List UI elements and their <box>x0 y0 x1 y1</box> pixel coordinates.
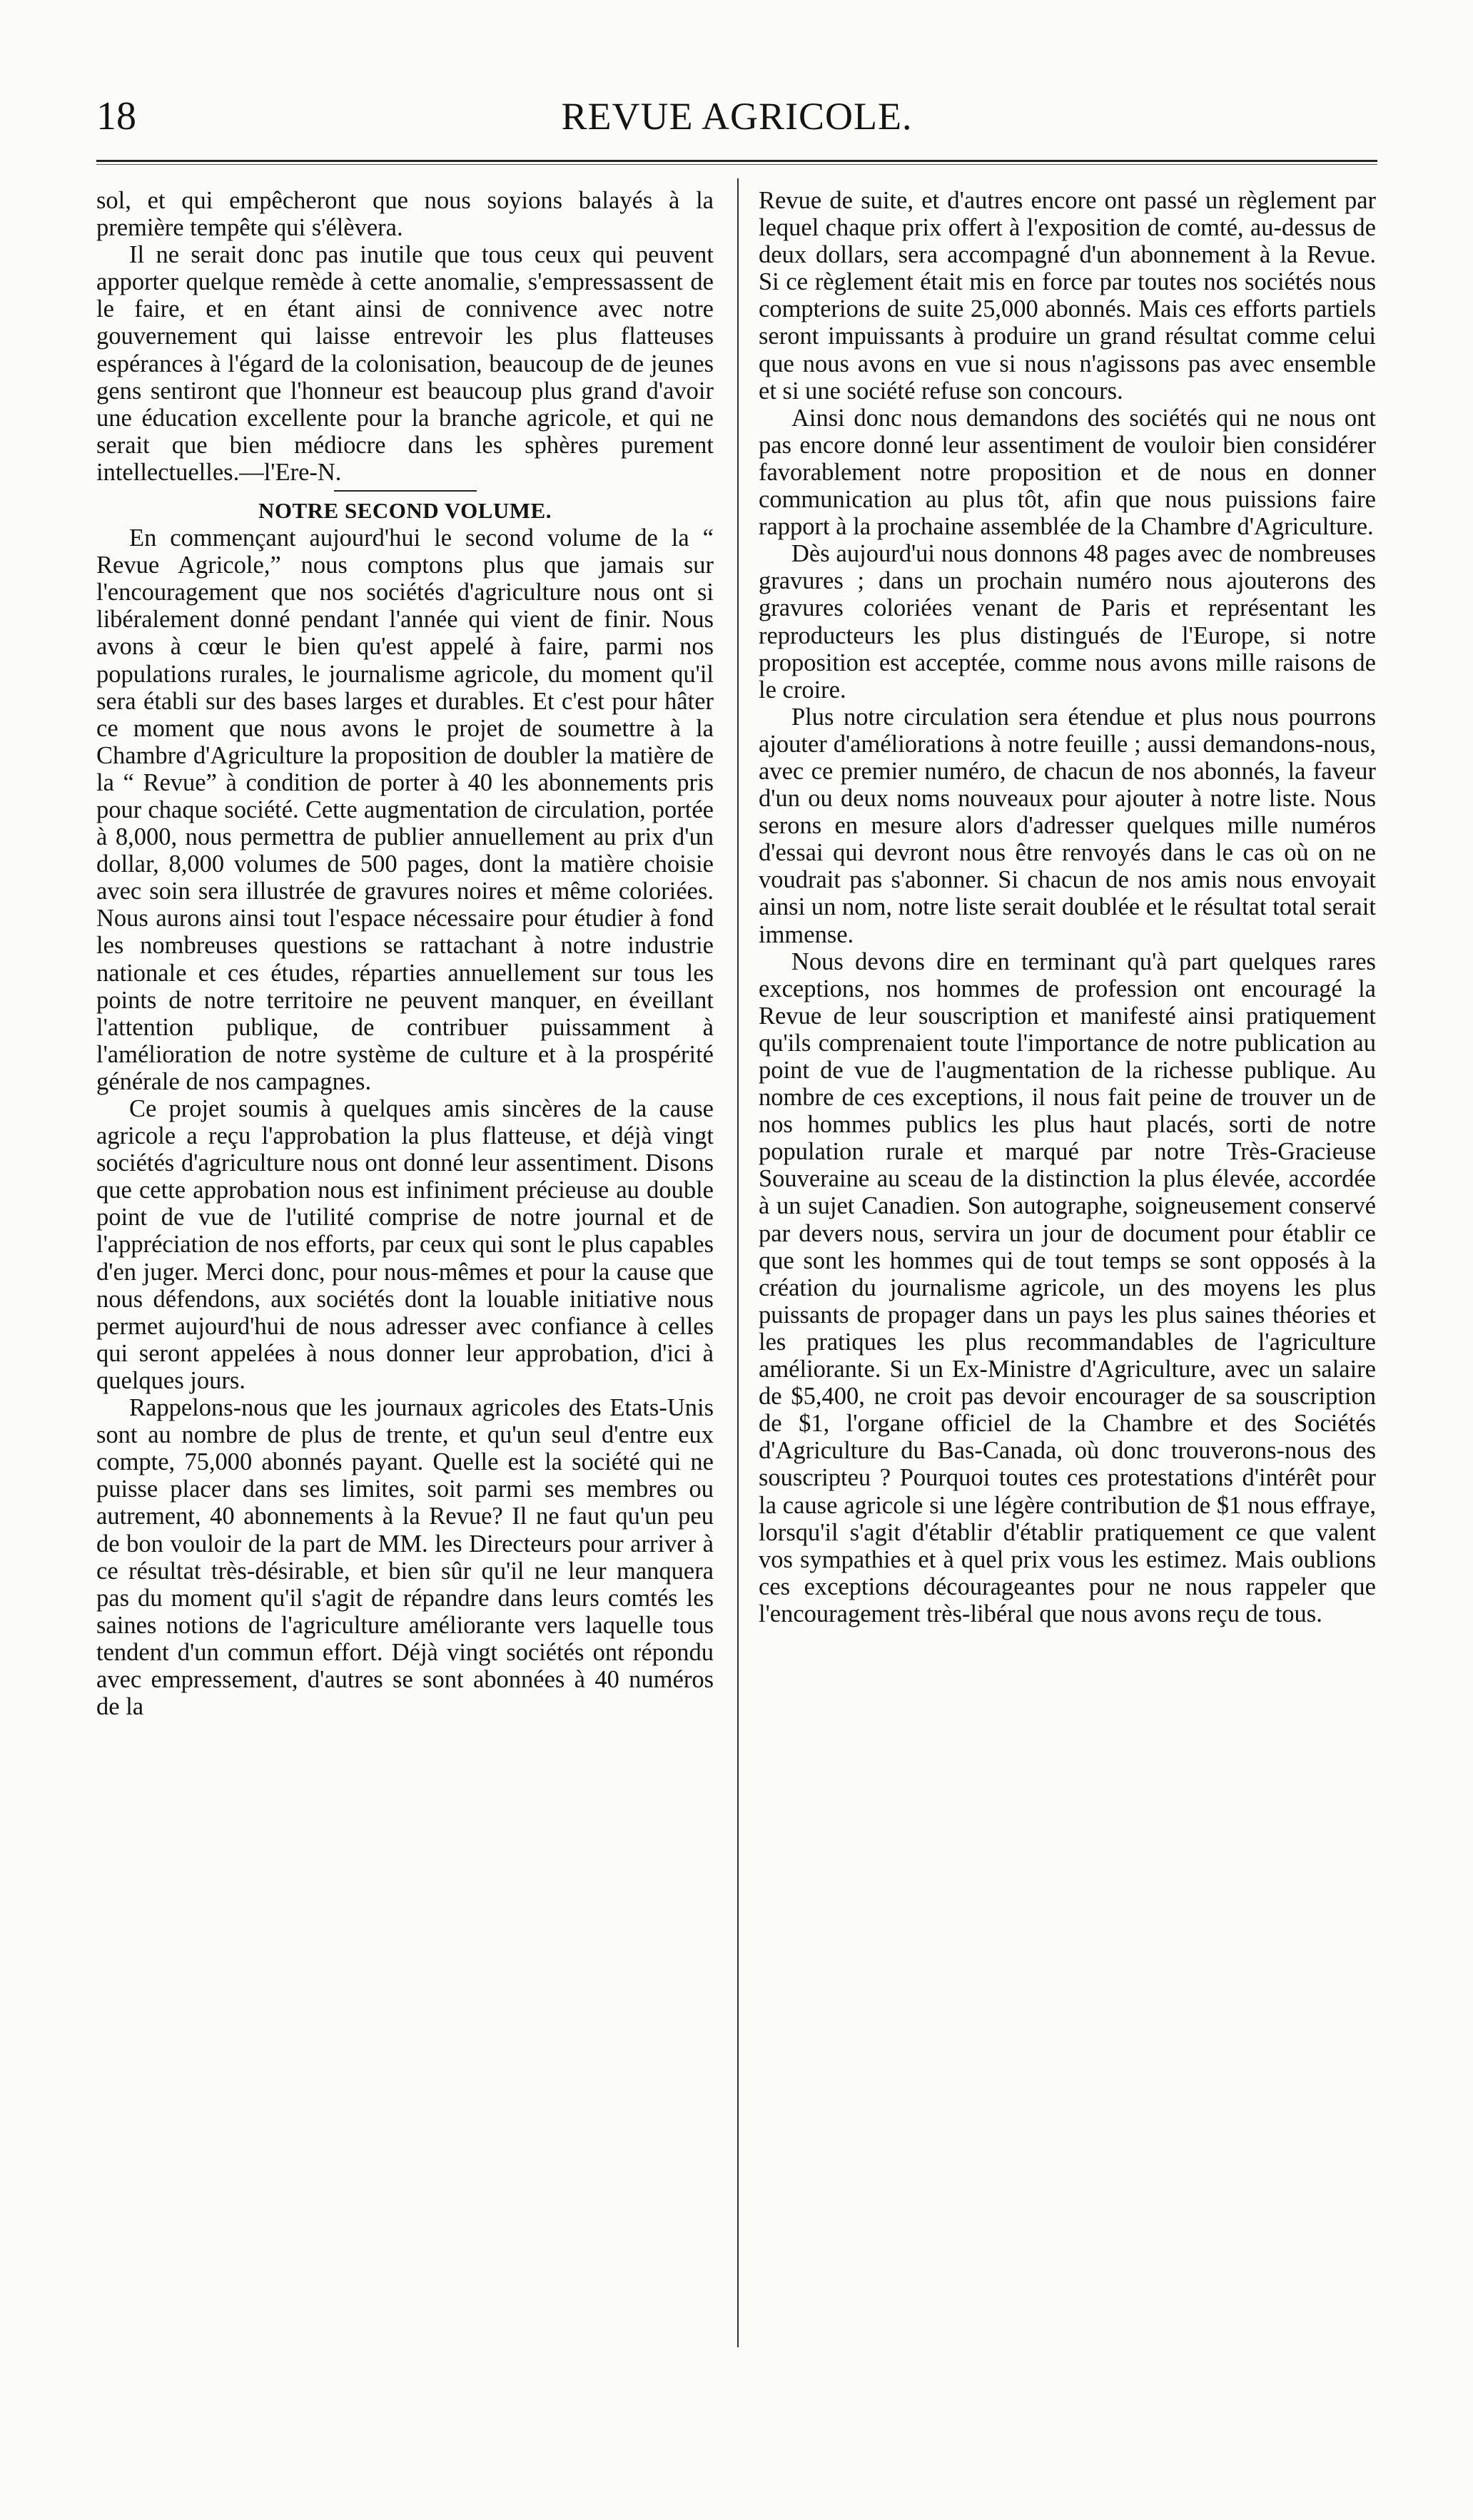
right-column <box>759 187 1376 1627</box>
paragraph: Il ne serait donc pas inutile que tous ceux qui peuvent apporter quelque remède à cette anomalie, s'empressassent de le faire, et en étant ainsi de connivence avec notre gouvernement qui laisse entrevoir les plus flatteuses espérances à l'égard de la colonisation, beaucoup de de jeunes gens sentiront que l'honneur est beaucoup plus grand d'avoir une éducation excellente pour la branche agricole, et qui ne serait que bien médiocre dans les sphères purement intellectuelles.—l'Ere-N. <box>96 241 714 486</box>
header-rule <box>96 160 1377 162</box>
paragraph: sol, et qui empêcheront que nous soyions balayés à la première tempête qui s'élèvera. <box>96 187 714 242</box>
header-rule-thin <box>96 164 1377 165</box>
running-title: REVUE AGRICOLE. <box>561 95 913 138</box>
page-number: 18 <box>96 94 136 138</box>
paragraph: Rappelons-nous que les journaux agricoles des Etats-Unis sont au nombre de plus de trente, et qu'un seul d'entre eux compte, 75,000 abonnés payant. Quelle est la société qui ne puisse placer dans ses limites, soit parmi ses membres ou autrement, 40 abonnements à la Revue? Il ne faut qu'un peu de bon vouloir de la part de MM. les Directeurs pour arriver à ce résultat très-désirable, et bien sûr qu'il ne leur manquera pas du moment qu'il s'agit de répandre dans leurs comtés les saines notions de l'agriculture améliorante vers laquelle tous tendent d'un commun effort. Déjà vingt sociétés ont répondu avec empressement, d'autres se sont abonnées à 40 numéros de la <box>96 1394 714 1721</box>
left-column <box>96 187 714 1720</box>
paragraph: Plus notre circulation sera étendue et plus nous pourrons ajouter d'améliorations à notre feuille ; aussi demandons-nous, avec ce premier numéro, de chacun de nos abonnés, la faveur d'un ou deux noms nouveaux pour ajouter à notre liste. Nous serons en mesure alors d'adresser quelques mille numéros d'essai qui devront nous être renvoyés dans le cas où on ne voudrait pas s'abonner. Si chacun de nos amis nous envoyait ainsi un nom, notre liste serait doublée et le résultat total serait immense. <box>759 703 1376 948</box>
paragraph: Ainsi donc nous demandons des sociétés qui ne nous ont pas encore donné leur assentiment de vouloir bien considérer favorablement notre proposition et de nous en donner communication au plus tôt, afin que nous puissions faire rapport à la prochaine assemblée de la Chambre d'Agriculture. <box>759 404 1376 541</box>
section-rule <box>334 490 477 492</box>
page-header <box>96 91 1377 141</box>
paragraph: En commençant aujourd'hui le second volume de la “ Revue Agricole,” nous comptons plus que jamais sur l'encouragement que nos sociétés d'agriculture nous ont si libéralement donné pendant l'année qui vient de finir. Nous avons à cœur le bien qu'est appelé à faire, parmi nos populations rurales, le journalisme agricole, du moment qu'il sera établi sur des bases larges et durables. Et c'est pour hâter ce moment que nous avons le projet de soumettre à la Chambre d'Agriculture la proposition de doubler la matière de la “ Revue” à condition de porter à 40 les abonnements pris pour chaque société. Cette augmentation de circulation, portée à 8,000, nous permettra de publier annuellement au prix d'un dollar, 8,000 volumes de 500 pages, dont la matière choisie avec soin sera illustrée de gravures noires et même coloriées. Nous aurons ainsi tout l'espace nécessaire pour étudier à fond les nombreuses questions se rattachant à notre industrie nationale et ces études, réparties annuellement sur tous les points de notre territoire ne peuvent manquer, en éveillant l'attention publique, de contribuer puissamment à l'amélioration de notre système de culture et à la prospérité générale de nos campagnes. <box>96 524 714 1095</box>
paragraph: Revue de suite, et d'autres encore ont passé un règlement par lequel chaque prix offert à l'exposition de comté, au-dessus de deux dollars, sera accompagné d'un abonnement à la Revue. Si ce règlement était mis en force par toutes nos sociétés nous compterions de suite 25,000 abonnés. Mais ces efforts partiels seront impuissants à produire un grand résultat comme celui que nous avons en vue si nous n'agissons pas avec ensemble et si une société refuse son concours. <box>759 187 1376 405</box>
section-title: NOTRE SECOND VOLUME. <box>258 498 552 524</box>
paragraph: Dès aujourd'ui nous donnons 48 pages avec de nombreuses gravures ; dans un prochain numéro nous ajouterons des gravures coloriées venant de Paris et représentant les reproducteurs les plus distingués de l'Europe, si notre proposition est acceptée, comme nous avons mille raisons de le croire. <box>759 540 1376 703</box>
column-divider <box>737 178 739 2347</box>
paragraph: Ce projet soumis à quelques amis sincères de la cause agricole a reçu l'approbation la plus flatteuse, et déjà vingt sociétés d'agriculture nous ont donné leur assentiment. Disons que cette approbation nous est infiniment précieuse au double point de vue de l'utilité comprise de notre journal et de l'appréciation de nos efforts, par ceux qui sont le plus capables d'en juger. Merci donc, pour nous-mêmes et pour la cause que nous défendons, aux sociétés dont la louable initiative nous permet aujourd'hui de nous adresser avec confiance à celles qui seront appelées à nous donner leur approbation, d'ici à quelques jours. <box>96 1095 714 1394</box>
paragraph: Nous devons dire en terminant qu'à part quelques rares exceptions, nos hommes de profession ont encouragé la Revue de leur souscription et manifesté ainsi pratiquement qu'ils comprenaient toute l'importance de notre publication au point de vue de l'augmentation de la richesse publique. Au nombre de ces exceptions, il nous fait peine de trouver un de nos hommes publics les plus haut placés, sorti de notre population rurale et marqué par notre Très-Gracieuse Souveraine au sceau de la distinction la plus élevée, accordée à un sujet Canadien. Son autographe, soigneusement conservé par devers nous, servira un jour de document pour établir ce que sont les hommes qui de tout temps se sont opposés à la création du journalisme agricole, un des moyens les plus puissants de propager dans un pays les plus saines théories et les pratiques les plus recommandables de l'agriculture améliorante. Si un Ex-Ministre d'Agriculture, avec un salaire de $5,400, ne croit pas devoir encourager de sa souscription de $1, l'organe officiel de la Chambre et des Sociétés d'Agriculture du Bas-Canada, où donc trouverons-nous des souscripteu ? Pourquoi toutes ces protestations d'intérêt pour la cause agricole si une légère contribution de $1 nous effraye, lorsqu'il s'agit d'établir d'établir pratiquement ce que valent vos sympathies et à quel prix vous les estimez. Mais oublions ces exceptions décourageantes pour ne nous rappeler que l'encouragement très-libéral que nous avons reçu de tous. <box>759 947 1376 1627</box>
